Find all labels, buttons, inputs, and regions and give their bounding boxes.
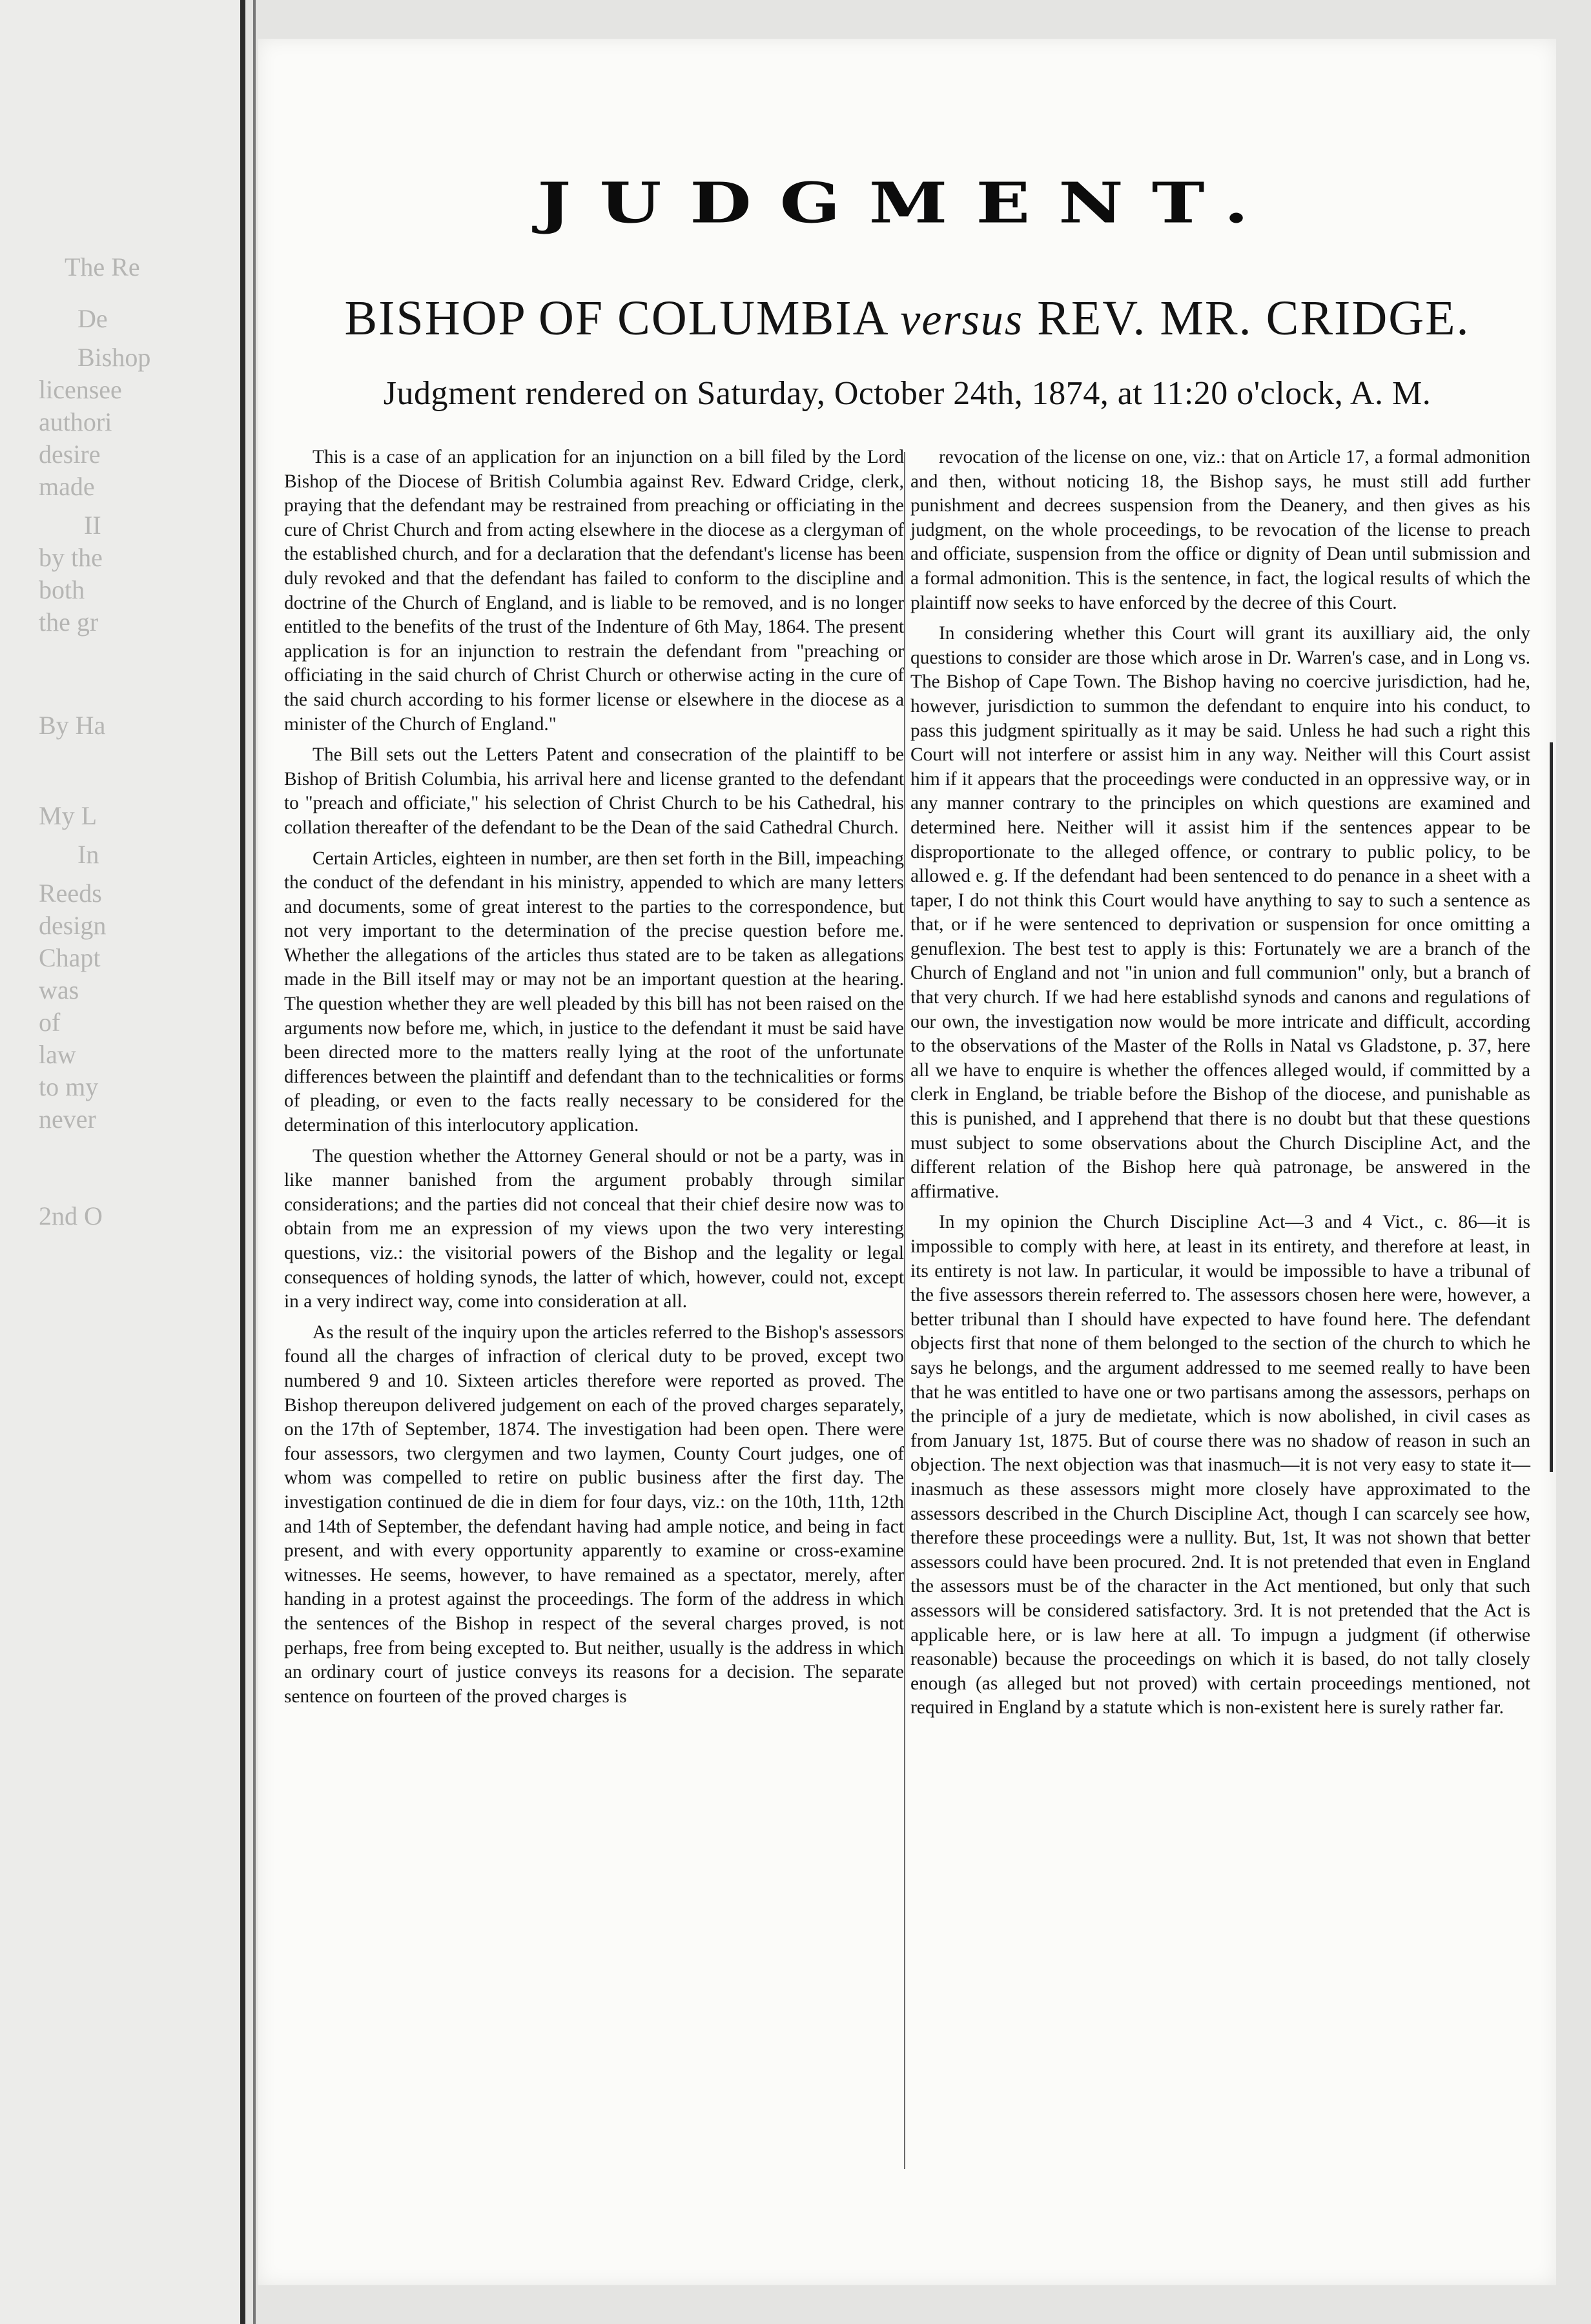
facing-page-text-fragment: both — [39, 575, 85, 604]
facing-page-text-fragment: by the — [39, 543, 103, 572]
facing-page-text-fragment: By Ha — [39, 711, 106, 740]
paragraph: In my opinion the Church Discipline Act—3 and 4 Vict., c. 86—it is impossible to comply with here, at least in its entirety, and therefore at least, in its entirety is not law. In particular, it would be impossible to have a tribunal of the five assessors therein referred to. The assessors chosen here were, however, a better tribunal than I should have expected to have found here. The defendant objects first that none of them belonged to the section of the church to which he says he belongs, and the argument addressed to me seemed really to have been that he was entitled to have one or two partisans among the assessors, perhaps on the principle of a jury de medietate, which is now abolished, in civil cases as from January 1st, 1875. But of course there was no shadow of reason in such an objection. The next objection was that inasmuch—it is not very easy to state it—inasmuch as these assessors might more closely have approximated to the assessors described in the Church Discipline Act, though I can scarcely see how, therefore these proceedings were a nullity. But, 1st, It was not shown that better assessors could have been procured. 2nd. It is not pretended that even in England the assessors must be of the character in the Act mentioned, but only that such assessors will be considered satisfactory. 3rd. It is not pretended that the Act is applicable here, or is law here at all. To impugn a judgment (if otherwise reasonable) because the proceedings on which it is based, do not tally closely enough (as alleged but not proved) with certain proceedings mentioned, not required in England by a statute which is non-existent here is surely rather far. — [910, 1212, 1530, 1718]
paragraph: As the result of the inquiry upon the articles referred to the Bishop's assessors found all the charges of infraction of clerical duty to be proved, except two numbered 9 and 10. Sixteen articles therefore were reported as proved. The Bishop thereupon delivered judgement on each of the proved charges separately, on the 17th of September, 1874. The investigation had been open. There were four assessors, two clergymen and two laymen, County Court judges, one of whom was compelled to retire on public business after the first day. The investigation continued de die in diem for four days, viz.: on the 10th, 11th, 12th and 14th of September, the defendant having had ample notice, and being in fact present, and with every opportunity apparently to examine or cross-examine witnesses. He seems, however, to have remained as a spectator, merely, after handing in a protest against the proceedings. The form of the address in which the sentences of the Bishop in respect of the several charges proved, is not perhaps, free from being excepted to. But neither, usually is the address in which an ordinary court of justice conveys its reasons for a decision. The separate sentence on fourteen of the proved charges is — [284, 1321, 904, 1707]
facing-page-text-fragment: The Re — [65, 252, 140, 281]
left-text-column — [284, 445, 904, 1715]
facing-page-text-fragment: was — [39, 975, 79, 1004]
paragraph: The Bill sets out the Letters Patent and consecration of the plaintiff to be Bishop of British Columbia, his arrival here and license granted to the defendant to "preach and officiate," his selection of Christ Church to be his Cathedral, his collation thereafter of the defendant to be the Dean of the said Cathedral Church. — [284, 744, 904, 838]
column-divider — [904, 452, 905, 2169]
paragraph: In considering whether this Court will grant its auxilliary aid, the only questions to consider are those which arose in Dr. Warren's case, and in Long vs. The Bishop of Cape Town. The Bishop having no coercive jurisdiction, had he, however, jurisdiction to summon the defendant to enquire into his conduct, to pass this judgment spiritually as it may be said. Unless he had such a right this Court will not interfere or assist him in any way. Neither will this Court assist him if it appears that the proceedings were conducted in an oppressive way, or in any manner contrary to the principles on which questions are examined and determined here. Neither will it assist him if the sentences appear to be disproportionate to the alleged offence, or contrary to public policy, to be allowed e. g. If the defendant had been sentenced to do penance in a sheet with a taper, I do not think this Court would have anything to say to such a sentence as that, or if he were sentenced to deprivation or suspension for once omitting a genuflexion. The best test to apply is this: Fortunately we are a branch of the Church of England and not "in union and full communion" only, but a branch of that very church. If we had here establishd synods and canons and regulations of our own, the investigation now would be more intricate and difficult, according to the observations of the Master of the Rolls in Natal vs Gladstone, p. 37, here all we have to enquire is whether the offences alleged would, if committed by a clerk in England, be triable before the Bishop of the diocese, and punishable as this is punished, and I apprehend that there is no doubt but that these questions must subject to some observations about the Church Discipline Act, and the different relation of the Bishop here quà patronage, be answered in the affirmative. — [910, 623, 1530, 1202]
facing-page-text-fragment: De — [77, 304, 108, 333]
facing-page-text-fragment: licensee — [39, 375, 122, 404]
document-page — [258, 39, 1556, 2285]
case-caption — [258, 290, 1556, 347]
facing-page-text-fragment: design — [39, 911, 107, 940]
facing-page-text-fragment: desire — [39, 440, 101, 469]
paragraph: revocation of the license on one, viz.: that on Article 17, a formal admonition and then, without noticing 18, the Bishop says, he must still add further punishment and decrees suspension from the Deanery, and then gives as his judgment, on the whole proceedings, to be revocation of the license to preach and officiate, suspension from the office or dignity of Dean until submission and a formal admonition. This is the sentence, in fact, the logical results of which the plaintiff now seeks to have enforced by the decree of this Court. — [910, 447, 1530, 613]
facing-page-fragment — [0, 0, 240, 2324]
facing-page-text-fragment: authori — [39, 407, 112, 436]
page-spine — [240, 0, 245, 2324]
judgment-date-line: Judgment rendered on Saturday, October 24th, 1874, at 11:20 o'clock, A. M. — [383, 375, 1432, 412]
facing-page-text-fragment: never — [39, 1105, 96, 1134]
facing-page-text-fragment: made — [39, 472, 95, 501]
facing-page-text-fragment: the gr — [39, 607, 99, 637]
facing-page-text-fragment: of — [39, 1008, 61, 1037]
case-versus: versus — [900, 295, 1024, 345]
case-plaintiff: BISHOP OF COLUMBIA — [344, 291, 887, 345]
facing-page-text-fragment: My L — [39, 801, 97, 830]
right-text-column — [910, 445, 1530, 1727]
facing-page-text-fragment: Reeds — [39, 879, 102, 908]
facing-page-text-fragment: law — [39, 1040, 76, 1069]
facing-page-text-fragment: to my — [39, 1072, 99, 1101]
case-defendant: REV. MR. CRIDGE. — [1037, 291, 1470, 345]
document-title: JUDGMENT. — [537, 170, 1277, 236]
paragraph: This is a case of an application for an injunction on a bill filed by the Lord Bishop of the Diocese of British Columbia against Rev. Edward Cridge, clerk, praying that the defendant may be restrained from preaching or officiating in the cure of Christ Church and from acting elsewhere in the diocese as a clergyman of the established church, and for a declaration that the defendant's license has been duly revoked and that the defendant has failed to conform to the discipline and doctrine of the Church of England, and is liable to be removed, and is no longer entitled to the benefits of the trust of the Indenture of 6th May, 1864. The present application is for an injunction to restrain the defendant from "preaching or officiating in the said church of Christ Church or otherwise acting in the cure of the said church according to his former license or elsewhere in the diocese as a minister of the Church of England." — [284, 447, 904, 735]
page-spine-shadow — [253, 0, 256, 2324]
facing-page-text-fragment: Bishop — [77, 343, 151, 372]
facing-page-text-fragment: Chapt — [39, 943, 101, 972]
facing-page-text-fragment: 2nd O — [39, 1201, 103, 1230]
paragraph: The question whether the Attorney General should or not be a party, was in like manner banished from the argument probably through similar considerations; and the parties did not conceal that their chief desire now was to obtain from me an expression of my views upon the two very interesting questions, viz.: the visitorial powers of the Bishop and the legality or legal consequences of holding synods, the latter of which, however, could not, except in a very indirect way, come into consideration at all. — [284, 1145, 904, 1312]
margin-bracket-mark — [1550, 742, 1553, 1472]
paragraph: Certain Articles, eighteen in number, are then set forth in the Bill, impeaching the conduct of the defendant in his ministry, appended to which are many letters and documents, some of great interest to the parties to the correspondence, but not very important to the determination of the precise question before me. Whether the allegations of the articles thus stated are to be taken as allegations made in the Bill itself may or may not be an important question at the hearing. The question whether they are well pleaded by this bill has not been raised on the arguments now before me, which, in justice to the defendant it must be said have been directed more to the matters really lying at the root of the unfortunate differences between the plaintiff and defendant than to the technicalities or forms of pleading, or even to the facts really necessary to be considered for the determination of this interlocutory application. — [284, 848, 904, 1136]
facing-page-text-fragment: In — [77, 840, 99, 869]
facing-page-text-fragment: II — [84, 511, 101, 540]
